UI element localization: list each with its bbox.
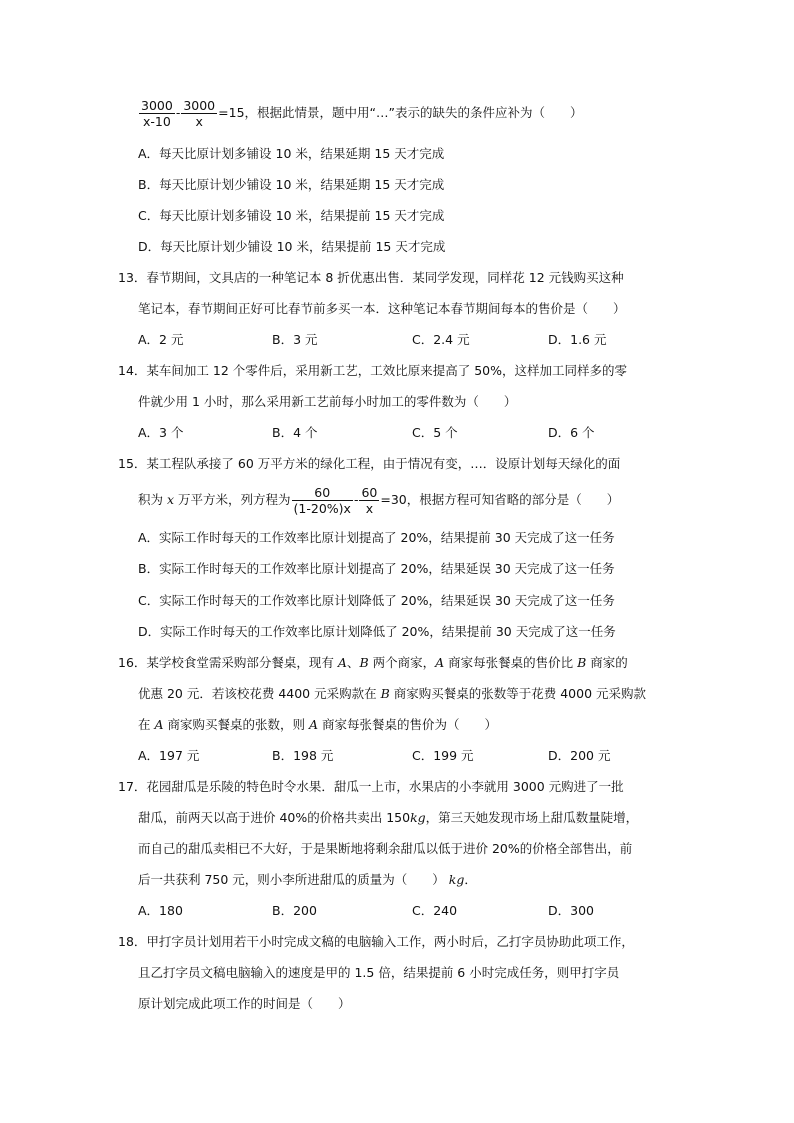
q15-frac2-denominator: x	[365, 501, 374, 516]
q12-question-text: =15，根据此情景，题中用“…”表示的缺失的条件应补为（ ）	[218, 105, 583, 120]
q16-var-a: A	[154, 717, 164, 732]
q12-equation-line	[138, 98, 582, 129]
q15-option-d[interactable]: D．实际工作时每天的工作效率比原计划降低了 20%，结果提前 30 天完成了这一任务	[138, 624, 616, 639]
q17-l2-b: ，第三天她发现市场上甜瓜数量陡增，	[425, 810, 639, 825]
q17-l2-a: 甜瓜，前两天以高于进价 40%的价格共卖出 150	[138, 810, 411, 825]
q13-text-line-1: 13．春节期间，文具店的一种笔记本 8 折优惠出售．某同学发现，同样花 12 元钱购买这种	[118, 270, 624, 285]
q12-frac1-numerator: 3000	[141, 98, 173, 113]
q18-text-line-2: 且乙打字员文稿电脑输入的速度是甲的 1.5 倍，结果提前 6 小时完成任务，则甲打字员	[138, 965, 620, 980]
q16-option-b[interactable]: B．198 元	[272, 748, 334, 763]
q14-text-line-2: 件就少用 1 小时，那么采用新工艺前每小时加工的零件数为（ ）	[138, 394, 517, 409]
q12-fraction-2	[181, 98, 217, 129]
q16-var-b: B	[359, 655, 369, 670]
q12-frac2-denominator: x	[195, 114, 203, 129]
q16-l2-a: 优惠 20 元．若该校花费 4400 元采购款在	[138, 686, 381, 701]
q12-frac1-denominator: x-10	[142, 114, 171, 129]
q12-option-c[interactable]: C．每天比原计划多铺设 10 米，结果提前 15 天才完成	[138, 208, 445, 223]
q16-var-a: A	[308, 717, 318, 732]
q17-l4-b: ．	[464, 872, 477, 887]
q16-text-line-1	[118, 653, 628, 673]
q15-frac1-numerator: 60	[292, 485, 353, 501]
q15-minus: -	[353, 492, 359, 507]
q15-frac2-numerator: 60	[361, 485, 378, 500]
q16-l3-c: 商家每张餐桌的售价为（ ）	[318, 717, 497, 732]
q16-l3-b: 商家购买餐桌的张数，则	[163, 717, 309, 732]
q13-option-c[interactable]: C．2.4 元	[412, 332, 470, 347]
q12-minus: -	[175, 105, 181, 120]
q16-text-line-3	[138, 715, 497, 735]
q16-l1-a: 16．某学校食堂需采购部分餐桌，现有	[118, 655, 338, 670]
q17-l4-a: 后一共获利 750 元，则小李所进甜瓜的质量为（ ）	[138, 872, 449, 887]
q14-text-line-1: 14．某车间加工 12 个零件后，采用新工艺，工效比原来提高了 50%，这样加工同样多的零	[118, 363, 628, 378]
q14-option-c[interactable]: C．5 个	[412, 425, 458, 440]
q15-fraction-1	[292, 485, 353, 516]
q16-option-d[interactable]: D．200 元	[548, 748, 611, 763]
q13-option-b[interactable]: B．3 元	[272, 332, 318, 347]
q16-text-line-2	[138, 684, 646, 704]
q17-option-b[interactable]: B．200	[272, 903, 317, 918]
q18-text-line-1: 18．甲打字员计划用若干小时完成文稿的电脑输入工作，两小时后，乙打字员协助此项工作，	[118, 934, 634, 949]
q12-option-a[interactable]: A．每天比原计划多铺设 10 米，结果延期 15 天才完成	[138, 146, 445, 161]
q13-option-a[interactable]: A．2 元	[138, 332, 184, 347]
q16-var-b: B	[380, 686, 390, 701]
q17-text-line-3: 而自己的甜瓜卖相已不大好，于是果断地将剩余甜瓜以低于进价 20%的价格全部售出，前	[138, 841, 633, 856]
q16-option-a[interactable]: A．197 元	[138, 748, 200, 763]
q17-text-line-4	[138, 870, 477, 890]
q15-fraction-2	[359, 485, 379, 516]
q16-l1-c: 商家每张餐桌的售价比	[444, 655, 578, 670]
q15-equation-line	[138, 485, 619, 516]
q12-frac2-numerator: 3000	[183, 98, 216, 113]
q13-option-d[interactable]: D．1.6 元	[548, 332, 607, 347]
q16-sep: 、	[346, 655, 360, 670]
q15-text-line-1: 15．某工程队承接了 60 万平方米的绿化工程，由于情况有变，…．设原计划每天绿化的面	[118, 456, 621, 471]
q17-text-line-2	[138, 808, 638, 828]
q16-var-b: B	[577, 655, 587, 670]
q17-text-line-1: 17．花园甜瓜是乐陵的特色时令水果．甜瓜一上市，水果店的小李就用 3000 元购进了一批	[118, 779, 624, 794]
q14-option-d[interactable]: D．6 个	[548, 425, 595, 440]
q15-text-a: 积为	[138, 492, 167, 507]
q15-option-a[interactable]: A．实际工作时每天的工作效率比原计划提高了 20%，结果提前 30 天完成了这一任务	[138, 530, 615, 545]
q16-l2-b: 商家购买餐桌的张数等于花费 4000 元采购款	[389, 686, 647, 701]
q16-var-a: A	[337, 655, 347, 670]
q15-option-c[interactable]: C．实际工作时每天的工作效率比原计划降低了 20%，结果延误 30 天完成了这一任务	[138, 593, 615, 608]
q17-option-c[interactable]: C．240	[412, 903, 458, 918]
q15-question-text: =30，根据方程可知省略的部分是（ ）	[380, 492, 620, 507]
q16-l3-a: 在	[138, 717, 155, 732]
q15-variable-x: x	[166, 492, 175, 507]
q16-var-a: A	[435, 655, 445, 670]
q12-option-b[interactable]: B．每天比原计划少铺设 10 米，结果延期 15 天才完成	[138, 177, 445, 192]
q17-option-d[interactable]: D．300	[548, 903, 594, 918]
q17-unit-kg: kg	[410, 810, 426, 825]
q18-text-line-3: 原计划完成此项工作的时间是（ ）	[138, 996, 351, 1011]
q12-fraction-1	[139, 98, 175, 129]
q14-option-a[interactable]: A．3 个	[138, 425, 184, 440]
q15-option-b[interactable]: B．实际工作时每天的工作效率比原计划提高了 20%，结果延误 30 天完成了这一任务	[138, 561, 615, 576]
q14-option-b[interactable]: B．4 个	[272, 425, 318, 440]
q17-option-a[interactable]: A．180	[138, 903, 183, 918]
q15-frac1-denominator: (1-20%)x	[293, 501, 351, 516]
q15-text-b: 万平方米，列方程为	[174, 492, 291, 507]
q13-text-line-2: 笔记本，春节期间正好可比春节前多买一本．这种笔记本春节期间每本的售价是（ ）	[138, 301, 626, 316]
q16-option-c[interactable]: C．199 元	[412, 748, 474, 763]
q17-unit-kg: kg	[448, 872, 465, 887]
q16-l1-b: 两个商家，	[368, 655, 436, 670]
q12-option-d[interactable]: D．每天比原计划少铺设 10 米，结果提前 15 天才完成	[138, 239, 446, 254]
q16-l1-d: 商家的	[586, 655, 628, 670]
